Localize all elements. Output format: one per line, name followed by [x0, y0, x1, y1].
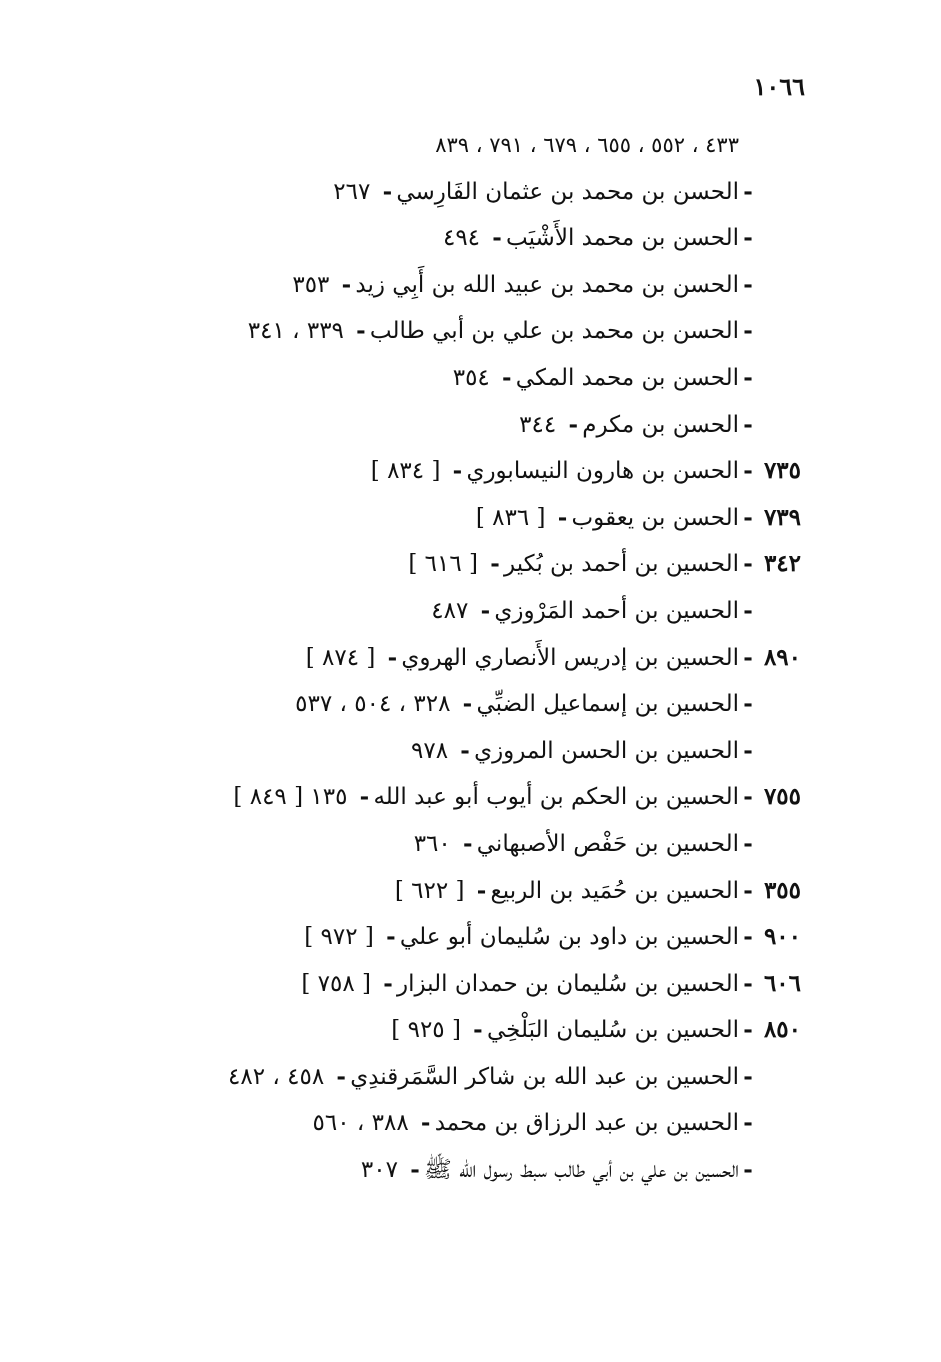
entry-number: ٧٣٥: [763, 457, 801, 485]
entry-separator: -: [410, 1156, 420, 1184]
entry-separator: -: [502, 363, 512, 391]
entry-name: الحسين بن الحكم بن أيوب أبو عبد الله: [373, 784, 739, 811]
index-entry: [101, 262, 801, 309]
index-entry: [101, 1054, 801, 1101]
entry-name: الحسن بن محمد الأَشْيَب: [506, 225, 739, 252]
entry-dash: -: [743, 969, 753, 997]
entry-name: الحسن بن محمد المكي: [515, 364, 739, 391]
entry-name: الحسن بن مكرم: [582, 411, 739, 438]
entry-name: الحسين بن عبد الله بن شاكر السَّمَرقندِي: [350, 1063, 739, 1090]
entry-separator: -: [382, 177, 393, 205]
entry-refs: ٤٨٧: [431, 597, 469, 624]
index-entry: [101, 402, 801, 449]
index-entry: [101, 1007, 801, 1054]
entry-separator: -: [473, 1016, 483, 1044]
entry-dash: -: [743, 690, 753, 718]
entry-refs: ٣٨٨ ، ٥٦٠: [312, 1110, 409, 1137]
entry-name: الحسن بن محمد بن عبيد الله بن أَبِي زيد: [355, 271, 739, 298]
entry-separator: -: [420, 1109, 431, 1137]
entry-separator: -: [492, 224, 502, 252]
entry-separator: -: [336, 1062, 346, 1090]
index-entry: [101, 728, 801, 775]
index-entry: [101, 1147, 801, 1194]
entry-dash: -: [743, 317, 753, 345]
entry-name: الحسين بن عبد الرزاق بن محمد: [434, 1110, 739, 1137]
entry-refs: ١٣٥ [ ٨٤٩ ]: [233, 784, 348, 811]
index-entry: [101, 635, 801, 682]
entry-dash: -: [743, 829, 753, 857]
entry-number: ٧٣٩: [763, 503, 801, 531]
entry-refs: ٣٤٤: [519, 411, 557, 438]
index-entry: [101, 169, 801, 216]
index-entry: [101, 215, 801, 262]
entry-dash: -: [743, 876, 753, 904]
entry-refs: ٣٥٣: [292, 271, 330, 298]
entry-separator: -: [359, 783, 370, 811]
entry-name: الحسين بن سُليمان البَلْخِي: [486, 1017, 739, 1044]
index-entry: [101, 961, 801, 1008]
entry-refs: ٣٣٩ ، ٣٤١: [247, 318, 344, 345]
index-entry: [101, 448, 801, 495]
entry-name: الحسين بن أحمد بن بُكير: [504, 551, 739, 578]
entry-name: الحسين بن إسماعيل الضبِّي: [476, 691, 739, 718]
entry-dash: -: [743, 550, 753, 578]
entry-name: الحسن بن محمد بن عثمان الفَارِسي: [396, 178, 739, 205]
entry-dash: -: [743, 1016, 753, 1044]
entry-dash: -: [743, 1156, 753, 1184]
entry-separator: -: [386, 923, 396, 951]
entry-refs: ٩٧٨: [411, 737, 449, 764]
entry-dash: -: [743, 1109, 753, 1137]
continuation-refs-text: ٤٣٣ ، ٥٥٢ ، ٦٥٥ ، ٦٧٩ ، ٧٩١ ، ٨٣٩: [435, 133, 739, 157]
entry-dash: -: [743, 270, 753, 298]
index-entry: [101, 308, 801, 355]
entry-separator: -: [452, 457, 463, 485]
entry-separator: -: [383, 969, 393, 997]
entry-separator: -: [387, 643, 398, 671]
entry-dash: -: [743, 410, 753, 438]
entry-name: الحسين بن علي بن أبي طالب سبط رسول الله ﷺ: [423, 1157, 739, 1184]
entry-separator: -: [341, 270, 352, 298]
index-entry: [101, 541, 801, 588]
entry-dash: -: [743, 1062, 753, 1090]
entry-name: الحسين بن سُليمان بن حمدان البزار: [396, 970, 739, 997]
entry-refs: [ ٩٢٥ ]: [391, 1017, 461, 1044]
entry-dash: -: [743, 643, 753, 671]
entry-dash: -: [743, 457, 753, 485]
index-entry: [101, 821, 801, 868]
index-entry: [101, 1100, 801, 1147]
page-number: ١٠٦٦: [753, 72, 805, 101]
entry-refs: ٤٥٨ ، ٤٨٢: [228, 1063, 325, 1090]
entry-dash: -: [743, 783, 753, 811]
entry-refs: [ ٨٣٤ ]: [370, 458, 441, 485]
entry-number: ٣٥٥: [763, 876, 801, 904]
entry-refs: [ ٦٢٢ ]: [394, 877, 465, 904]
index-entry: [101, 681, 801, 728]
entry-separator: -: [480, 596, 491, 624]
entry-refs: [ ٩٧٢ ]: [304, 924, 374, 951]
index-entry: [101, 868, 801, 915]
index-entry: [101, 495, 801, 542]
entry-refs: [ ٧٥٨ ]: [301, 970, 371, 997]
entry-refs: ٤٩٤: [442, 225, 481, 252]
entry-refs: ٢٦٧: [333, 178, 371, 205]
entry-name: الحسين بن حُمَيد بن الربيع: [490, 877, 739, 904]
entry-number: ٩٠٠: [763, 923, 801, 951]
entry-name: الحسن بن هارون النيسابوري: [466, 458, 739, 485]
entry-refs: ٣٥٤: [452, 364, 490, 391]
entry-refs: ٣٠٧: [360, 1157, 398, 1184]
index-entry: [101, 914, 801, 961]
entry-separator: -: [460, 736, 470, 764]
entry-refs: [ ٨٣٦ ]: [475, 504, 546, 531]
entry-name: الحسين بن داود بن سُليمان أبو علي: [399, 924, 739, 951]
entry-separator: -: [356, 317, 366, 345]
entry-name: الحسين بن حَفْص الأصبهاني: [476, 830, 739, 857]
continuation-refs: [101, 122, 801, 169]
index-entry: [101, 355, 801, 402]
entry-number: ٨٩٠: [763, 643, 801, 671]
entry-separator: -: [476, 876, 487, 904]
entry-name: الحسين بن أحمد المَرْوزي: [494, 597, 739, 624]
entry-dash: -: [743, 224, 753, 252]
index-list: [101, 122, 801, 1194]
index-entry: [101, 588, 801, 635]
entry-dash: -: [743, 363, 753, 391]
entry-separator: -: [557, 503, 568, 531]
entry-dash: -: [743, 923, 753, 951]
entry-number: ٦٠٦: [763, 969, 801, 997]
entry-number: ٧٥٥: [763, 783, 801, 811]
entry-separator: -: [490, 550, 500, 578]
entry-refs: [ ٦١٦ ]: [408, 551, 478, 578]
entry-refs: [ ٨٧٤ ]: [305, 644, 376, 671]
entry-name: الحسن بن يعقوب: [571, 504, 739, 531]
index-entry: [101, 774, 801, 821]
entry-separator: -: [462, 690, 473, 718]
entry-dash: -: [743, 503, 753, 531]
entry-refs: ٣٦٠: [413, 830, 451, 857]
entry-name: الحسن بن محمد بن علي بن أبي طالب: [369, 318, 739, 345]
entry-dash: -: [743, 177, 753, 205]
entry-separator: -: [462, 829, 473, 857]
entry-separator: -: [568, 410, 578, 438]
entry-name: الحسين بن إدريس الأَنصاري الهروي: [401, 644, 739, 671]
entry-dash: -: [743, 596, 753, 624]
entry-number: ٣٤٢: [763, 550, 801, 578]
entry-number: ٨٥٠: [763, 1016, 801, 1044]
entry-name: الحسين بن الحسن المروزي: [474, 737, 739, 764]
entry-dash: -: [743, 736, 753, 764]
entry-refs: ٣٢٨ ، ٥٠٤ ، ٥٣٧: [295, 691, 451, 718]
